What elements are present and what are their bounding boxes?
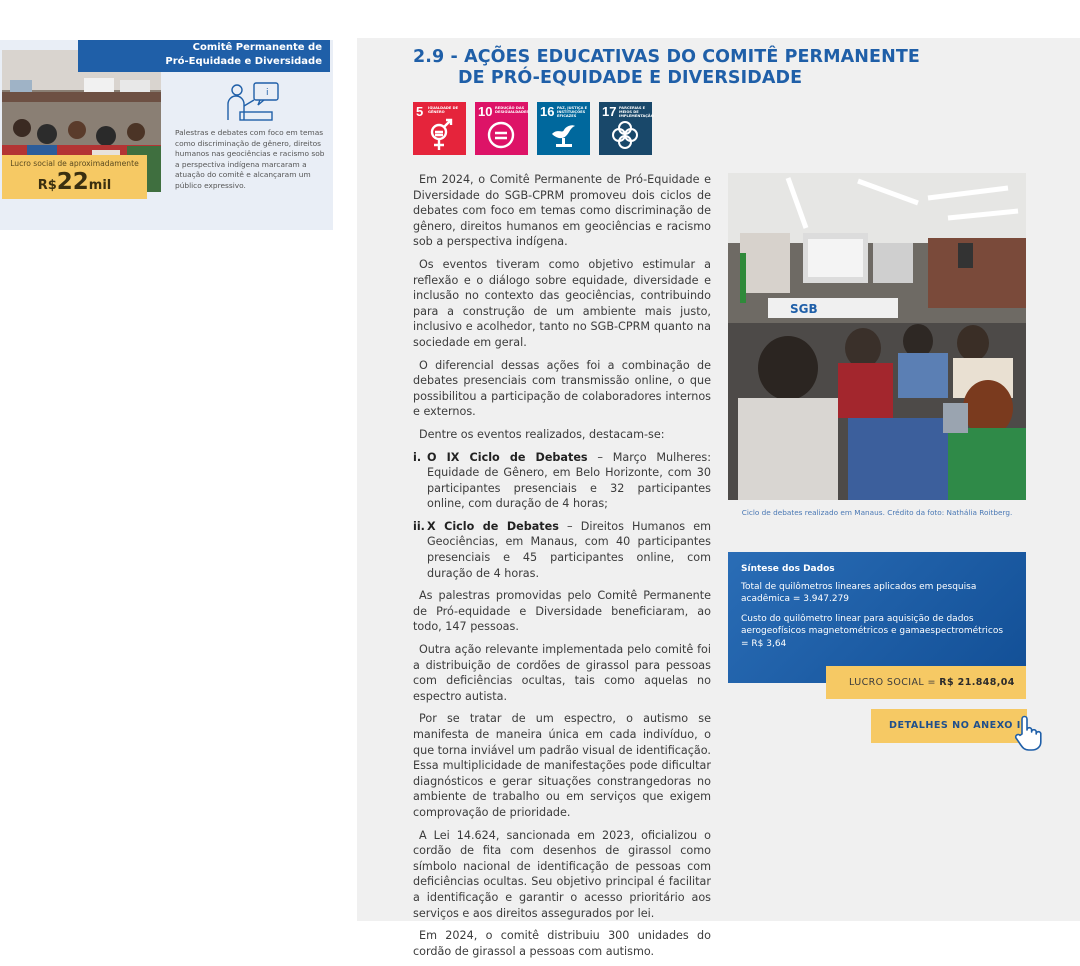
social-profit-total [826,666,1026,699]
pointing-hand-icon [1013,714,1043,752]
social-profit-currency: R$ [37,178,57,193]
paragraph-autism-spectrum: Por se tratar de um espectro, o autismo se manifesta de maneira única em cada indivíduo, o que torna inviável um padrão visual de identificação. Essa multiplicidade de manifestações pode dificultar diagnósticos e gerar situações constrangedoras no ambiente de trabalho ou em serviços que exigem comprovação de prioridade. [413,712,711,819]
social-profit-label: Lucro social de aproximadamente [10,159,139,168]
committee-description: Palestras e debates com foco em temas como discriminação de gênero, direitos humanos nas geociências e racismo sob a perspectiva indígena marcaram a atuação do comitê e alcançaram um público expressivo. [175,128,325,190]
sdg-16-label: PAZ, JUSTIÇA E INSTITUIÇÕES EFICAZES [557,106,588,119]
event-item-body [427,519,711,581]
paragraph-events-intro: Dentre os eventos realizados, destacam-se: [419,427,665,441]
partnership-rings-icon [610,120,640,152]
photo-caption: Ciclo de debates realizado em Manaus. Crédito da foto: Nathália Roitberg. [741,508,1013,517]
summary-line-cost: Custo do quilômetro linear para aquisição de dados aerogeofísicos magnetométricos e gamaespectrométricos = R$ 3,64 [741,613,1004,649]
section-title [413,47,973,89]
sdg-16-number: 16 [540,104,555,119]
reduced-inequalities-icon [486,120,516,152]
event-item-body [427,450,711,512]
body-text-column [413,172,711,966]
paragraph-sunflower-cords: Outra ação relevante implementada pelo comitê foi a distribuição de cordões de girassol para pessoas com deficiências ocultas, tais como aquelas no espectro autista. [413,643,711,703]
sdg-10-number: 10 [478,104,493,119]
sdg-17-label: PARCERIAS E MEIOS DE IMPLEMENTAÇÃO [619,106,654,119]
section-title-line2: DE PRÓ-EQUIDADE E DIVERSIDADE [458,68,803,88]
section-number: 2.9 - [413,47,458,67]
social-profit-number: 22 [56,169,89,195]
sdg-5-label: IGUALDADE DE GÊNERO [428,106,459,115]
committee-title-line2: Pró-Equidade e Diversidade [165,56,322,67]
event-item-marker: ii. [413,519,425,533]
svg-text:i: i [266,88,269,98]
event-item-text: – Direitos Humanos em Geociências, em Manaus, com 40 participantes presenciais e 45 participantes online, com duração de 4 horas. [427,519,712,580]
summary-line-km: Total de quilômetros lineares aplicados em pesquisa acadêmica = 3.947.279 [741,582,977,605]
sdg-badges [413,102,652,156]
committee-card-title [78,40,330,72]
data-summary-box [728,552,1026,683]
paragraph-differential: O diferencial dessas ações foi a combinação de debates presenciais com transmissão online, o que possibilitou a participação de colaboradores internos e externos. [413,358,711,419]
event-item-title: X Ciclo de Debates [427,519,559,533]
paragraph-objective: Os eventos tiveram como objetivo estimular a reflexão e o diálogo sobre equidade, diversidade e inclusão no contexto das geociências, contribuindo para a construção de um ambiente mais justo, inclusivo e acolhedor, tanto no SGB-CPRM quanto na sociedade em geral. [413,257,711,349]
gender-equality-icon [424,120,454,152]
social-profit-value [2,169,147,195]
debate-event-photo [728,173,1026,500]
event-list-item [413,450,711,512]
photo-banner-text: SGB [790,302,818,316]
sdg-10-label: REDUÇÃO DAS DESIGUALDADES [495,106,529,115]
sdg-badge-17 [599,102,652,155]
paragraph-distribution: Em 2024, o comitê distribuiu 300 unidades do cordão de girassol a pessoas com autismo. [413,929,711,958]
social-profit-total-label: LUCRO SOCIAL = [849,677,940,688]
paragraph-beneficiaries: As palestras promovidas pelo Comitê Permanente de Pró-equidade e Diversidade beneficiaram, ao todo, 147 pessoas. [413,589,711,634]
event-item-title: O IX Ciclo de Debates [427,450,588,464]
social-profit-badge [2,155,147,199]
committee-title-line1: Comitê Permanente de [192,42,322,53]
sdg-badge-5 [413,102,466,155]
section-panel [357,38,1080,958]
peace-dove-icon [548,120,578,152]
social-profit-total-value: R$ 21.848,04 [939,677,1015,688]
event-item-text: – Março Mulheres: Equidade de Gênero, em Belo Horizonte, com 30 participantes presenciais e 32 participantes online, com duração de 4 horas; [427,450,712,511]
annex-details-label: DETALHES NO ANEXO I [889,720,1021,731]
event-item-marker: i. [413,450,422,464]
sdg-badge-16 [537,102,590,155]
section-title-line1: AÇÕES EDUCATIVAS DO COMITÊ PERMANENTE [464,47,920,67]
sdg-badge-10 [475,102,528,155]
presenter-info-icon [224,80,282,124]
paragraph-law: A Lei 14.624, sancionada em 2023, oficializou o cordão de fita com desenhos de girassol como símbolo nacional de identificação de pessoas com deficiências ocultas. Seu objetivo principal é facilitar a identificação e garantir o acesso prioritário aos serviços e aos direitos assegurados por lei. [413,828,711,920]
summary-title: Síntese dos Dados [741,564,835,574]
paragraph-intro: Em 2024, o Comitê Permanente de Pró-Equidade e Diversidade do SGB-CPRM promoveu dois ciclos de debates com foco em temas como discriminação de gênero, direitos humanos em geociências e racismo sob a perspectiva indígena. [413,173,711,249]
social-profit-unit: mil [88,178,112,193]
annex-details-button[interactable] [871,709,1027,743]
committee-summary-card [0,40,333,230]
sdg-17-number: 17 [602,104,617,119]
event-list-item [413,519,711,581]
sdg-5-number: 5 [416,104,424,119]
